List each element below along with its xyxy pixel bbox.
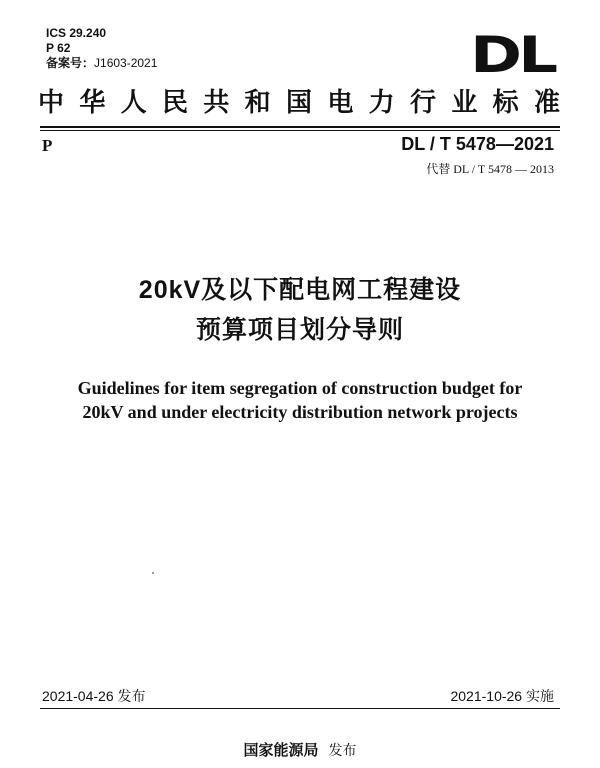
category-letter: P	[42, 136, 53, 155]
implement-date: 2021-10-26 实施	[450, 688, 554, 704]
filing-value: J1603-2021	[94, 56, 158, 70]
issuer-action: 发布	[328, 742, 357, 758]
divider-top-thin	[40, 130, 560, 131]
scan-speck	[152, 572, 154, 574]
title-en-line2: 20kV and under electricity distribution network projects	[82, 402, 518, 422]
title-cn-line2: 预算项目划分导则	[195, 316, 404, 344]
issuer-org: 国家能源局	[243, 742, 319, 759]
title-cn-line1: 20kV及以下配电网工程建设	[138, 276, 462, 304]
publish-date: 2021-04-26 发布	[42, 688, 146, 704]
filing-label: 备案号：	[46, 56, 95, 70]
standard-number: DL / T 5478—2021	[401, 134, 554, 154]
divider-bottom	[40, 708, 560, 709]
title-en-line1: Guidelines for item segregation of construction budget for	[77, 378, 523, 398]
replaces-note: 代替 DL / T 5478 — 2013	[426, 162, 554, 176]
dl-logo: DL	[469, 26, 554, 84]
clc-code: P 62	[46, 41, 71, 55]
divider-top	[40, 126, 560, 128]
standard-title: 中华人民共和国电力行业标准	[38, 88, 562, 118]
filing-number	[46, 56, 157, 71]
ics-code: ICS 29.240	[46, 26, 107, 40]
issuer	[0, 739, 600, 760]
